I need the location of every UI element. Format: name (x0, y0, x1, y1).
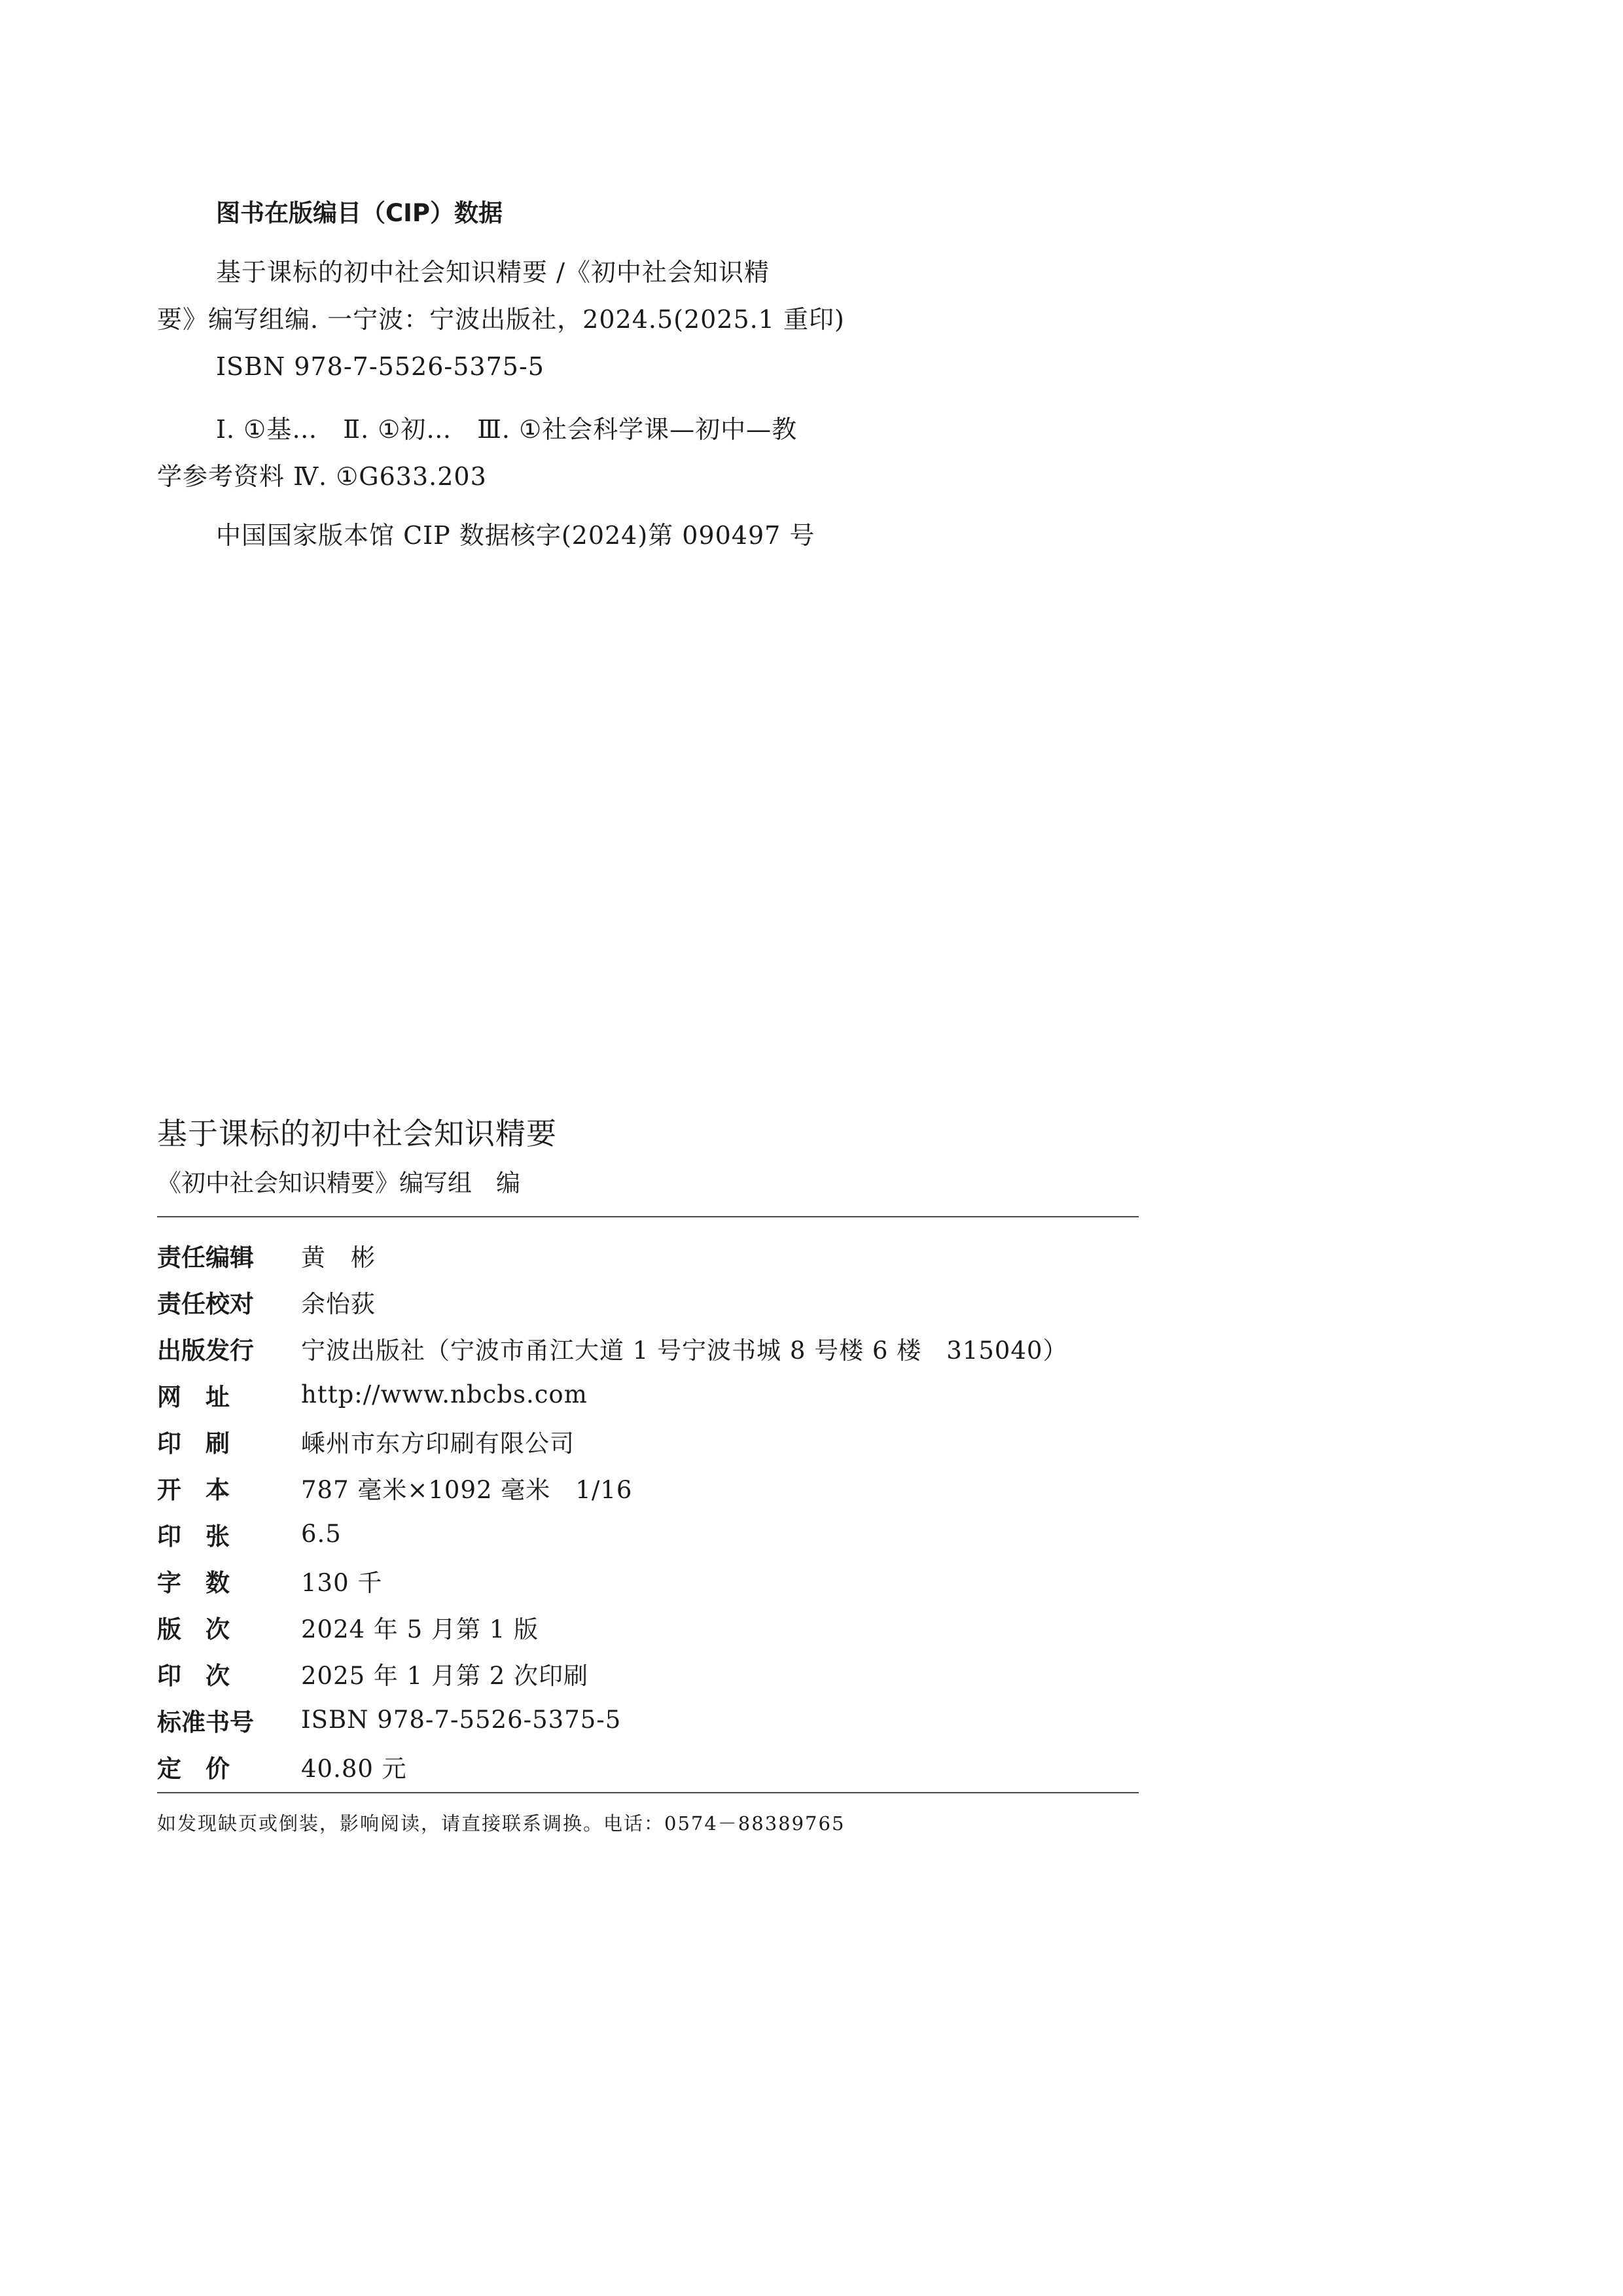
cip-classification-line-2: 学参考资料 Ⅳ. ①G633.203 (157, 462, 487, 491)
info-value: 40.80 元 (301, 1754, 407, 1783)
info-row-sheets (157, 1511, 1139, 1557)
cip-heading: 图书在版编目（CIP）数据 (216, 199, 503, 227)
info-label: 标准书号 (157, 1708, 254, 1736)
info-value: http://www.nbcbs.com (301, 1380, 588, 1408)
info-value: 黄 彬 (301, 1243, 376, 1272)
info-label: 字 数 (157, 1568, 230, 1597)
info-value: 2024 年 5 月第 1 版 (301, 1615, 539, 1643)
info-row-printing (157, 1650, 1139, 1696)
info-row-proofreader (157, 1278, 1139, 1325)
info-label: 印 次 (157, 1661, 230, 1690)
info-row-word-count (157, 1557, 1139, 1604)
info-row-price (157, 1743, 1139, 1789)
info-value: 130 千 (301, 1568, 383, 1597)
book-title: 基于课标的初中社会知识精要 (157, 1116, 557, 1151)
info-label: 出版发行 (157, 1336, 254, 1365)
info-label: 印 张 (157, 1522, 230, 1551)
cip-title-line-1: 基于课标的初中社会知识精要 /《初中社会知识精 (216, 258, 770, 287)
info-label: 责任校对 (157, 1289, 254, 1318)
info-label: 印 刷 (157, 1429, 230, 1458)
info-value: 余怡荻 (301, 1289, 376, 1318)
info-row-format (157, 1464, 1139, 1511)
info-label: 责任编辑 (157, 1243, 254, 1272)
info-value: 2025 年 1 月第 2 次印刷 (301, 1661, 589, 1690)
info-row-publisher (157, 1325, 1139, 1371)
info-row-editor (157, 1232, 1139, 1278)
publication-info-table (157, 1232, 1139, 1789)
info-row-printer (157, 1418, 1139, 1464)
cip-isbn: ISBN 978-7-5526-5375-5 (216, 352, 544, 381)
bottom-divider (157, 1792, 1139, 1793)
book-author: 《初中社会知识精要》编写组 编 (157, 1169, 520, 1197)
cip-record-number: 中国国家版本馆 CIP 数据核字(2024)第 090497 号 (216, 521, 815, 550)
info-label: 定 价 (157, 1754, 230, 1783)
info-value: 787 毫米×1092 毫米 1/16 (301, 1475, 633, 1504)
info-value: 宁波出版社（宁波市甬江大道 1 号宁波书城 8 号楼 6 楼 315040） (301, 1336, 1068, 1365)
cip-classification-line-1: Ⅰ. ①基… Ⅱ. ①初… Ⅲ. ①社会科学课—初中—教 (216, 415, 798, 444)
info-label: 网 址 (157, 1382, 230, 1411)
info-value: ISBN 978-7-5526-5375-5 (301, 1706, 622, 1734)
info-row-isbn (157, 1696, 1139, 1743)
info-row-website (157, 1371, 1139, 1418)
cip-title-line-2: 要》编写组编. 一宁波：宁波出版社，2024.5(2025.1 重印) (157, 305, 845, 334)
info-label: 版 次 (157, 1615, 230, 1643)
info-row-edition (157, 1604, 1139, 1650)
info-value: 嵊州市东方印刷有限公司 (301, 1429, 575, 1458)
footer-note: 如发现缺页或倒装，影响阅读，请直接联系调换。电话：0574－88389765 (157, 1812, 846, 1835)
top-divider (157, 1216, 1139, 1217)
info-value: 6.5 (301, 1520, 342, 1548)
info-label: 开 本 (157, 1475, 230, 1504)
